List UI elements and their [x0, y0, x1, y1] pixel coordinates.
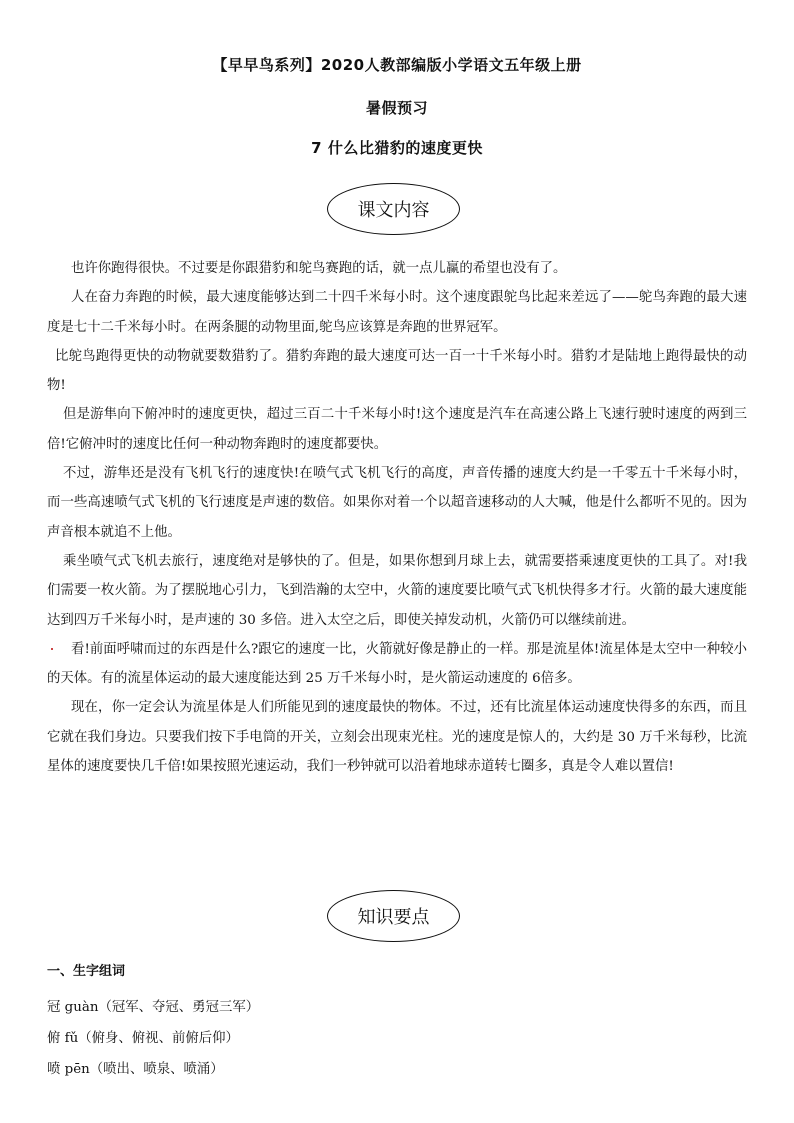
- content-section-badge: [327, 183, 460, 235]
- passage-paragraph: 现在，你一定会认为流星体是人们所能见到的速度最快的物体。不过，还有比流星体运动速度快得多的东西，而且它就在我们身边。只要我们按下手电筒的开关，立刻会出现束光柱。光的速度是惊人的，大约是 30 万千米每秒，比流星体的速度要快几千倍!如果按照光速运动，我们一秒钟就可以沿着地球赤道转七圈多，真是令人难以置信!: [47, 700, 747, 775]
- document-subtitle: 暑假预习: [365, 99, 428, 117]
- content-section-label: 课文内容: [357, 200, 430, 221]
- passage-paragraph: 乘坐喷气式飞机去旅行，速度绝对是够快的了。但是，如果你想到月球上去，就需要搭乘速度更快的工具了。对!我们需要一枚火箭。为了摆脱地心引力，飞到浩瀚的太空中，火箭的速度要比喷气式飞机快得多才行。火箭的最大速度能达到四万千米每小时，是声速的 30 多倍。进入太空之后，即使关掉发动机，火箭仍可以继续前进。: [47, 553, 747, 628]
- knowledge-points: [47, 960, 747, 1085]
- lesson-title: 7 什么比猎豹的速度更快: [311, 139, 483, 157]
- bullet-mark: [51, 648, 53, 650]
- vocab-item: 冠 guàn（冠军、夺冠、勇冠三军）: [47, 1000, 260, 1015]
- vocab-item: 喷 pēn（喷出、喷泉、喷涌）: [47, 1062, 224, 1077]
- passage-paragraph: [47, 635, 747, 694]
- passage-paragraph: 但是游隼向下俯冲时的速度更快，超过三百二十千米每小时!这个速度是汽车在高速公路上飞速行驶时速度的两到三倍!它俯冲时的速度比任何一种动物奔跑时的速度都要快。: [47, 407, 747, 452]
- vocab-item: 俯 fǔ（俯身、俯视、前俯后仰）: [47, 1031, 239, 1046]
- document-title: 【早早鸟系列】2020人教部编版小学语文五年级上册: [212, 56, 582, 74]
- section-heading: 一、生字组词: [47, 964, 126, 979]
- knowledge-section-label: 知识要点: [357, 907, 430, 928]
- passage: [47, 254, 747, 781]
- passage-paragraph: 也许你跑得很快。不过要是你跟猎豹和鸵鸟赛跑的话，就一点儿赢的希望也没有了。: [71, 261, 567, 276]
- passage-paragraph: 比鸵鸟跑得更快的动物就要数猎豹了。猎豹奔跑的最大速度可达一百一十千米每小时。猎豹才是陆地上跑得最快的动物!: [47, 348, 747, 394]
- knowledge-section-badge: [327, 890, 460, 942]
- passage-paragraph: 不过，游隼还是没有飞机飞行的速度快!在喷气式飞机飞行的高度，声音传播的速度大约是一千零五十千米每小时， 而一些高速喷气式飞机的飞行速度是声速的数倍。如果你对着一个以超音速移动的人大喊，他是什么都听不见的。因为声音根本就追不上他。: [47, 466, 747, 540]
- passage-paragraph: 人在奋力奔跑的时候，最大速度能够达到二十四千米每小时。这个速度跟鸵鸟比起来差远了——鸵鸟奔跑的最大速度是七十二千米每小时。在两条腿的动物里面,鸵鸟应该算是奔跑的世界冠军。: [47, 290, 747, 335]
- passage-paragraph-text: 看!前面呼啸而过的东西是什么?跟它的速度一比，火箭就好像是静止的一样。那是流星体!流星体是太空中一种较小的天体。有的流星体运动的最大速度能达到 25 万千米每小时，是火箭运动速度的 6倍多。: [47, 641, 747, 687]
